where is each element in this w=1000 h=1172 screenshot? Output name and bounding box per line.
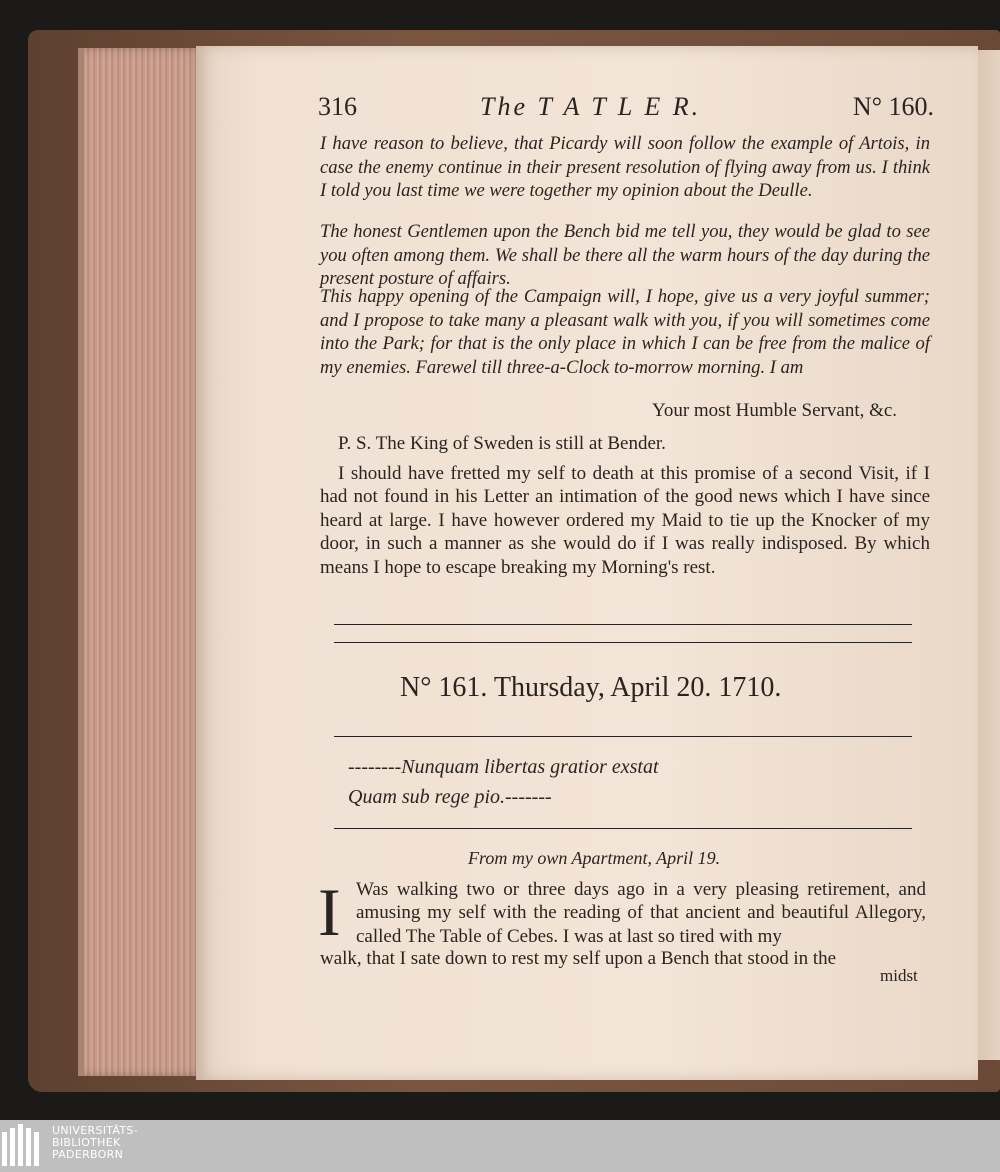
library-logo-icon: [2, 1124, 46, 1166]
section-rule-top-2: [334, 642, 912, 643]
running-title: The T A T L E R.: [480, 92, 702, 121]
paragraph-5: Was walking two or three days ago in a very pleasing retirement, and amusing my self with the reading of that ancient and beautiful Allegory, called The Table of Cebes. I was at last so tired with my: [356, 879, 926, 947]
library-line-1: UNIVERSITÄTS-: [52, 1124, 138, 1137]
paragraph-5-continued: walk, that I sate down to rest my self upon a Bench that stood in the: [320, 948, 837, 969]
page-number: 316: [318, 92, 357, 121]
facing-leaf-edge: [978, 50, 1000, 1060]
drop-cap: I: [318, 874, 341, 950]
running-head: [318, 92, 934, 126]
section-rule-top: [334, 624, 912, 625]
dateline: From my own Apartment, April 19.: [468, 848, 721, 868]
issue-number: N° 160.: [852, 92, 934, 121]
issue-heading: N° 161. Thursday, April 20. 1710.: [400, 672, 782, 703]
motto-rule: [334, 828, 912, 829]
postscript: P. S. The King of Sweden is still at Bender.: [338, 433, 666, 454]
library-line-2: BIBLIOTHEK: [52, 1136, 121, 1149]
paragraph-3: This happy opening of the Campaign will, I hope, give us a very joyful summer; and I propose to take many a pleasant walk with you, if you will sometimes come into the Park; for that is the only place in which I can be free from the malice of my enemies. Farewel till three-a-Clock to-morrow morning. I am: [320, 286, 930, 378]
heading-rule: [334, 736, 912, 737]
library-line-3: PADERBORN: [52, 1148, 124, 1161]
paragraph-1: I have reason to believe, that Picardy will soon follow the example of Artois, in case the enemy continue in their present resolution of flying away from us. I think I told you last time we were together my opinion about the Deulle.: [320, 133, 930, 202]
catchword: midst: [880, 966, 918, 985]
motto-line-1: --------Nunquam libertas gratior exstat: [348, 756, 659, 778]
library-name: [52, 1125, 138, 1161]
page-fore-edge: [78, 48, 204, 1076]
paragraph-2: The honest Gentlemen upon the Bench bid me tell you, they would be glad to see you often among them. We shall be there all the warm hours of the day during the present posture of affairs.: [320, 221, 930, 290]
paragraph-4: I should have fretted my self to death at this promise of a second Visit, if I had not found in his Letter an intimation of the good news which I have since heard at large. I have however ordered my Maid to tie up the Knocker of my door, in such a manner as she would do if I was really indisposed. By which means I hope to escape breaking my Morning's rest.: [320, 463, 930, 578]
motto-line-2: Quam sub rege pio.-------: [348, 786, 552, 808]
signature: Your most Humble Servant, &c.: [652, 400, 898, 421]
library-footer: [0, 1120, 1000, 1172]
